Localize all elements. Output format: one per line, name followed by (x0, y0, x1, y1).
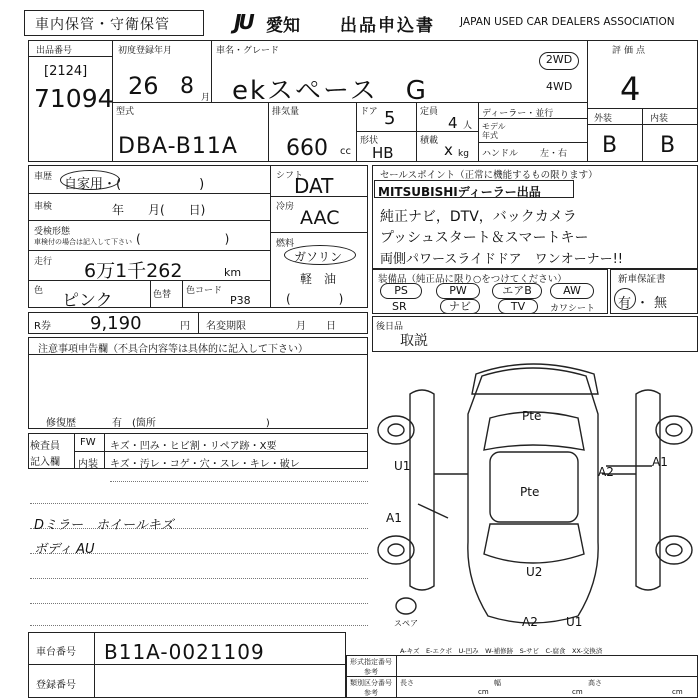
load-label: 積載 (420, 136, 439, 146)
diagram-mark-left-door: A1 (386, 511, 402, 525)
capacity-value: 4 (448, 114, 458, 132)
equip-tv-label: TV (510, 300, 526, 313)
car-diagram (372, 354, 698, 644)
warranty-selected-circle (614, 288, 636, 310)
recycle-yen: 円 (180, 321, 190, 332)
diagram-mark-left-front: U1 (394, 459, 411, 473)
sales-line-3: 両側パワースライドドア ワンオーナー!! (380, 252, 623, 267)
transfer-label: 名変期限 (206, 321, 246, 332)
history-options: 自家用・( ) (64, 177, 205, 192)
ac-value: AAC (300, 207, 340, 229)
inspection-label: 車検 (34, 202, 53, 212)
diagram-mark-body: Pte (520, 485, 540, 499)
equip-pw (436, 283, 480, 299)
diagram-mark-roof: Pte (522, 409, 542, 423)
shape-value: HB (372, 144, 394, 162)
equip-navi-label: ナビ (449, 300, 471, 313)
diagram-mark-bumper-u1: U1 (566, 615, 583, 629)
storage-note: 車内保管・守衛保管 (35, 17, 170, 33)
displacement-value: 660 (286, 136, 328, 161)
spare-label: スペア (394, 619, 418, 628)
equip-aw-label: AW (563, 284, 581, 297)
transfer-value: 月 日 (296, 321, 336, 332)
form-title: 出品申込書 (340, 16, 435, 36)
shape-label: 形状 (360, 136, 379, 146)
equip-airbag (492, 283, 542, 299)
drive-2wd: 2WD (545, 53, 573, 66)
sales-points-title: セールスポイント（正常に機能するもの限ります） (380, 170, 598, 181)
handle-options: 左・右 (540, 149, 568, 159)
inspector-note-1: Dミラー ホイールキズ (34, 518, 174, 533)
registration-month: 8 (180, 74, 194, 99)
repair-value: 有 (箇所 ) (112, 418, 270, 429)
recycle-value: 9,190 (90, 313, 142, 334)
association-name: JAPAN USED CAR DEALERS ASSOCIATION (460, 16, 675, 28)
length-unit: cm (478, 688, 489, 696)
equip-airbag-label: エアB (502, 284, 532, 297)
equip-sr-label: SR (392, 300, 407, 313)
displacement-unit: cc (340, 146, 351, 157)
height-label: 高さ (588, 679, 602, 687)
grade-label: 評価点 (612, 46, 649, 56)
diagram-mark-rear: U2 (526, 565, 543, 579)
chassis-value: B11A-0021109 (104, 640, 265, 664)
doors-label: ドア (360, 107, 378, 117)
inspector-note-2: ボディ AU (34, 542, 95, 557)
fuel-gasoline: ガソリン (294, 250, 343, 264)
vehicle-name: ekスペース G (232, 76, 428, 106)
capacity-label: 定員 (420, 107, 439, 117)
form-model-label: 形式指定番号 (350, 658, 392, 666)
receipt-note: 車検付の場合は記入して下さい (34, 238, 132, 246)
warranty-options: 有・無 (618, 296, 673, 311)
color-label: 色 (34, 286, 44, 296)
exterior-grade: B (602, 133, 618, 158)
sales-line-1: 純正ナビ，DTV，バックカメラ (380, 209, 577, 225)
width-label: 幅 (494, 679, 501, 687)
model-year-label: モデル年式 (482, 122, 506, 140)
equip-ps-label: PS (394, 284, 408, 297)
brand-logo: JU (234, 10, 252, 34)
receipt-value: ( ) (136, 232, 230, 246)
equip-kawa-label: カワシート (550, 304, 596, 314)
recycle-label: R券 (34, 321, 51, 332)
registration-label: 初度登録年月 (118, 46, 173, 56)
color-value: ピンク (62, 291, 113, 311)
diagram-mark-bumper-a2: A2 (522, 615, 538, 629)
fuel-diesel: 軽 油 (300, 272, 337, 286)
lot-number: 71094 (34, 84, 114, 113)
equip-navi (440, 299, 480, 314)
equip-tv (498, 299, 538, 314)
diagram-mark-right-front: A1 (652, 455, 668, 469)
inspection-value: 年 月( 日) (112, 203, 206, 217)
diagram-mark-right-door: A2 (598, 465, 614, 479)
inspector-label-1: 検査員 (30, 441, 60, 452)
capacity-unit: 人 (463, 121, 473, 131)
fw-label: FW (80, 437, 96, 448)
registration-year: 26 (128, 72, 159, 100)
warranty-label: 新車保証書 (618, 274, 666, 285)
fw-items: キズ・凹み・ヒビ割・リペア跡・X要 (110, 441, 277, 452)
inspector-interior-label: 内装 (78, 459, 98, 470)
fuel-other: ( ) (286, 292, 344, 306)
rear-items-value: 取説 (400, 333, 428, 349)
history-label: 車歴 (34, 172, 53, 182)
model-label: 型式 (116, 107, 135, 117)
interior-label: 内装 (650, 114, 669, 124)
shift-value: DAT (294, 174, 334, 198)
equip-ps (380, 283, 422, 299)
width-unit: cm (572, 688, 583, 696)
receipt-label: 受検形態 (34, 227, 71, 237)
load-unit: kg (458, 149, 469, 159)
repair-label: 修復歴 (46, 418, 76, 429)
registration-month-unit: 月 (201, 93, 211, 103)
height-unit: cm (672, 688, 683, 696)
color-swatch-label: 色替 (153, 290, 172, 300)
doors-value: 5 (384, 108, 396, 129)
interior-grade: B (660, 133, 676, 158)
displacement-label: 排気量 (272, 107, 300, 117)
sales-line-2: プッシュスタート＆スマートキー (380, 230, 589, 246)
reg-label: 登録番号 (36, 680, 76, 691)
vehicle-name-label: 車名・グレード (216, 46, 280, 56)
lot-label: 出品番号 (36, 46, 73, 56)
shift-label: シフト (276, 171, 304, 181)
equip-pw-label: PW (449, 284, 467, 297)
load-mark: x (444, 141, 453, 159)
exterior-label: 外装 (594, 114, 613, 124)
category-label: 類別区分番号 (350, 679, 392, 687)
brand-name: 愛知 (266, 16, 300, 36)
chassis-label: 車台番号 (36, 647, 76, 658)
equipment-title: 装備品（純正品に限り○をつけてください） (378, 274, 567, 285)
rear-items-label: 後日品 (376, 322, 404, 332)
color-code-label: 色コード (186, 286, 223, 296)
color-code: P38 (230, 294, 251, 307)
mileage-unit: km (224, 266, 242, 279)
equip-aw (550, 283, 594, 299)
mileage-label: 走行 (34, 257, 53, 267)
mileage-value: 6万1千262 (84, 260, 183, 282)
ref-label-1: 参考 (364, 668, 378, 676)
dealer-banner-frame (374, 180, 574, 198)
model-value: DBA-B11A (118, 134, 238, 159)
handle-label: ハンドル (482, 149, 519, 159)
fuel-label: 燃料 (276, 239, 295, 249)
inspector-interior-items: キズ・汚レ・コゲ・穴・スレ・キレ・破レ (110, 459, 300, 470)
dealer-import-label: ディーラー・並行 (482, 109, 554, 119)
dealer-banner: MITSUBISHIディーラー出品 (378, 185, 541, 199)
length-label: 長さ (400, 679, 414, 687)
grade-score: 4 (620, 70, 641, 108)
storage-note-box (24, 10, 204, 36)
inspector-label-2: 記入欄 (30, 457, 60, 468)
ref-label-2: 参考 (364, 689, 378, 697)
drive-2wd-selected (539, 52, 579, 70)
lot-code: [2124] (44, 64, 88, 79)
ac-label: 冷房 (276, 202, 295, 212)
notes-title: 注意事項申告欄（不具合内容等は具体的に記入して下さい） (38, 344, 308, 355)
history-selected-circle (60, 170, 120, 190)
drive-4wd: 4WD (546, 80, 573, 93)
damage-legend: A-キズ E-エクボ U-凹み W-補修跡 S-サビ C-腐食 XX-交換済 (400, 647, 603, 655)
